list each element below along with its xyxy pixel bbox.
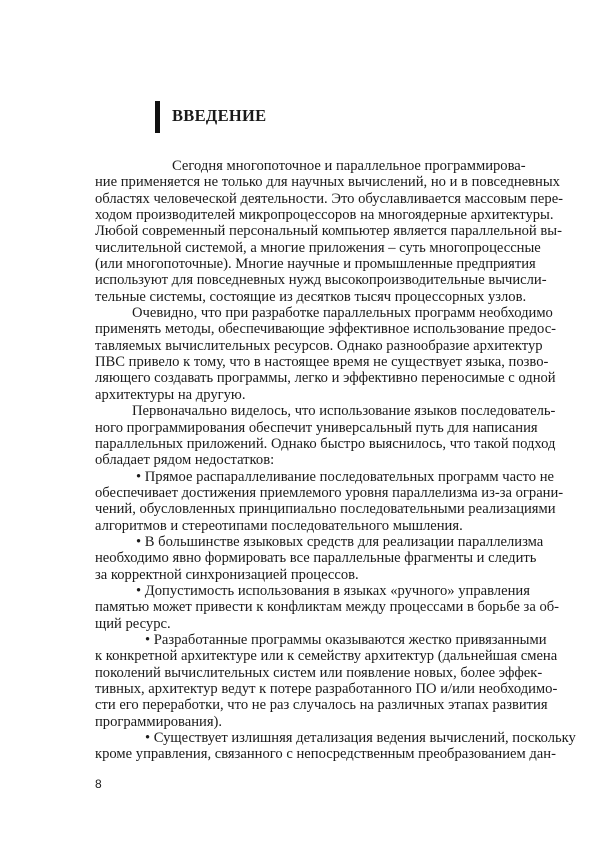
text-line: • В большинстве языковых средств для реализации параллелизма (136, 533, 544, 550)
paragraph (95, 468, 564, 534)
text-line: ходом производителей микропроцессоров на многоядерные архитектуры. (95, 207, 554, 224)
paragraph (95, 730, 576, 763)
text-line: Первоначально виделось, что использование языков последователь- (132, 403, 556, 420)
paragraph (95, 631, 558, 730)
text-line: чений, обусловленных принципиально последовательными реализациями (95, 501, 556, 518)
text-line: тельные системы, состоящие из десятков тысяч процессорных узлов. (95, 288, 527, 305)
text-line: архитектуры на другую. (95, 386, 246, 403)
body-text (95, 158, 576, 763)
text-line: программирования). (95, 713, 223, 730)
text-line: • Существует излишняя детализация ведения вычислений, поскольку (145, 730, 576, 747)
text-line: ние применяется не только для научных вычислений, но и в повседневных (95, 174, 560, 191)
text-line: Любой современный персональный компьютер является параллельной вы- (95, 223, 562, 240)
text-line: тивных, архитектур ведут к потере разработанного ПО и/или необходимо- (95, 681, 558, 697)
text-line: ПВС привело к тому, что в настоящее время не существует языка, позво- (95, 354, 549, 371)
paragraph (95, 403, 556, 469)
text-line: • Допустимость использования в языках «ручного» управления (136, 582, 530, 599)
text-line: кроме управления, связанного с непосредственным преобразованием дан- (95, 746, 556, 763)
text-line: памятью может привести к конфликтам между процессами в борьбе за об- (95, 599, 560, 616)
text-line: параллельных приложений. Однако быстро выяснилось, что такой подход (95, 435, 556, 452)
text-line: щий ресурс. (95, 615, 171, 632)
text-line: (или многопоточные). Многие научные и промышленные предприятия (95, 256, 536, 273)
text-line: поколений вычислительных систем или появление новых, более эффек- (95, 664, 543, 681)
section-heading: ВВЕДЕНИЕ (172, 106, 267, 125)
paragraph (95, 158, 564, 305)
text-line: к конкретной архитектуре или к семейству архитектур (дальнейшая смена (95, 648, 558, 665)
text-line: сти его переработки, что не раз случалось на различных этапах развития (95, 697, 548, 714)
paragraph (95, 305, 557, 403)
text-line: алгоритмов и стереотипами последовательного мышления. (95, 517, 463, 534)
text-line: ляющего создавать программы, легко и эффективно переносимые с одной (95, 370, 556, 387)
text-line: обеспечивает достижения приемлемого уровня параллелизма из-за ограни- (95, 484, 564, 501)
text-line: Очевидно, что при разработке параллельных программ необходимо (132, 305, 553, 322)
text-line: • Разработанные программы оказываются жестко привязанными (145, 631, 547, 648)
text-line: • Прямое распараллеливание последовательных программ часто не (136, 468, 555, 485)
page-number: 8 (95, 777, 102, 791)
text-line: числительной системой, а многие приложения – суть многопроцессные (95, 239, 541, 256)
text-line: тавляемых вычислительных ресурсов. Однако разнообразие архитектур (95, 337, 543, 354)
text-line: ного программирования обеспечит универсальный путь для написания (95, 419, 538, 436)
text-line: используют для повседневных нужд высокопроизводительные вычисли- (95, 272, 547, 289)
text-line: за корректной синхронизацией процессов. (95, 566, 359, 583)
heading-bar (155, 101, 160, 133)
paragraph (95, 533, 544, 583)
text-line: применять методы, обеспечивающие эффективное использование предос- (95, 321, 557, 338)
text-line: Сегодня многопоточное и параллельное программирова- (172, 158, 526, 174)
text-line: областях человеческой деятельности. Это обуславливается массовым пере- (95, 190, 564, 207)
text-line: обладает рядом недостатков: (95, 452, 275, 469)
text-line: необходимо явно формировать все параллельные фрагменты и следить (95, 550, 537, 567)
paragraph (95, 582, 560, 632)
